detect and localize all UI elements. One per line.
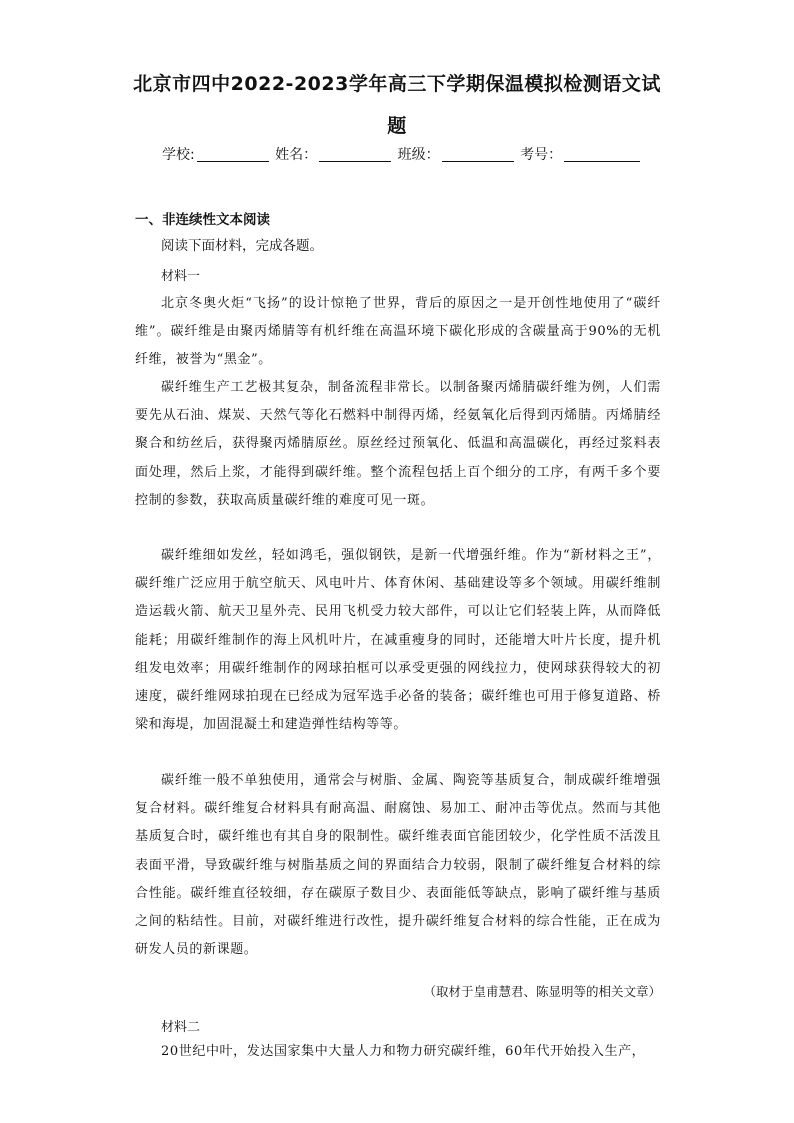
class-blank [442, 147, 514, 162]
paragraph: 碳纤维一般不单独使用，通常会与树脂、金属、陶瓷等基质复合，制成碳纤维增强复合材料。碳纤维复合材料具有耐高温、耐腐蚀、易加工、耐冲击等优点。然而与其他基质复合时，碳纤维也有其自身的限制性。碳纤维表面官能团较少，化学性质不活泼且表面平滑，导致碳纤维与树脂基质之间的界面结合力较弱，限制了碳纤维复合材料的综合性能。碳纤维直径较细，存在碳原子数目少、表面能低等缺点，影响了碳纤维与基质之间的粘结性。目前，对碳纤维进行改性，提升碳纤维复合材料的综合性能，正在成为研发人员的新课题。 [135, 773, 661, 958]
paragraph: 20世纪中叶，发达国家集中大量人力和物力研究碳纤维，60年代开始投入生产， [161, 1044, 646, 1059]
instruction: 阅读下面材料，完成各题。 [161, 238, 323, 254]
school-blank [197, 147, 269, 162]
source-note: （取材于皇甫慧君、陈显明等的相关文章） [423, 984, 661, 999]
exam-number-blank [564, 147, 640, 162]
material-two-label: 材料二 [161, 1020, 201, 1035]
school-label: 学校: [162, 147, 195, 163]
name-label: 姓名： [275, 147, 318, 163]
paragraph: 北京冬奥火炬“飞扬”的设计惊艳了世界，背后的原因之一是开创性地使用了“碳纤维”。碳纤维是由聚丙烯腈等有机纤维在高温环境下碳化形成的含碳量高于90%的无机纤维，被誉为“黑金”。 [135, 296, 661, 368]
paragraph: 碳纤维细如发丝，轻如鸿毛，强似钢铁，是新一代增强纤维。作为“新材料之王”，碳纤维广泛应用于航空航天、风电叶片、体育休闲、基础建设等多个领域。用碳纤维制造运载火箭、航天卫星外壳、民用飞机受力较大部件，可以让它们轻装上阵，从而降低能耗；用碳纤维制作的海上风机叶片，在减重瘦身的同时，还能增大叶片长度，提升机组发电效率；用碳纤维制作的网球拍框可以承受更强的网线拉力，使网球获得较大的初速度，碳纤维网球拍现在已经成为冠军选手必备的装备；碳纤维也可用于修复道路、桥梁和海堤，加固混凝土和建造弹性结构等等。 [135, 548, 661, 733]
document-title: 北京市四中2022-2023学年高三下学期保温模拟检测语文试 [133, 73, 661, 95]
section-heading: 一、非连续性文本阅读 [135, 212, 270, 228]
exam-number-label: 考号： [520, 147, 563, 163]
student-info-line [162, 144, 642, 164]
name-blank [319, 147, 391, 162]
document-title-continued: 题 [387, 115, 407, 137]
paragraph: 碳纤维生产工艺极其复杂，制备流程非常长。以制备聚丙烯腈碳纤维为例，人们需要先从石油、煤炭、天然气等化石燃料中制得丙烯，经氨氧化后得到丙烯腈。丙烯腈经聚合和纺丝后，获得聚丙烯腈原丝。原丝经过预氧化、低温和高温碳化，再经过浆料表面处理，然后上浆，才能得到碳纤维。整个流程包括上百个细分的工序，有两千多个要控制的参数，获取高质量碳纤维的难度可见一斑。 [135, 380, 661, 508]
material-one-label: 材料一 [161, 269, 201, 284]
class-label: 班级： [397, 147, 440, 163]
